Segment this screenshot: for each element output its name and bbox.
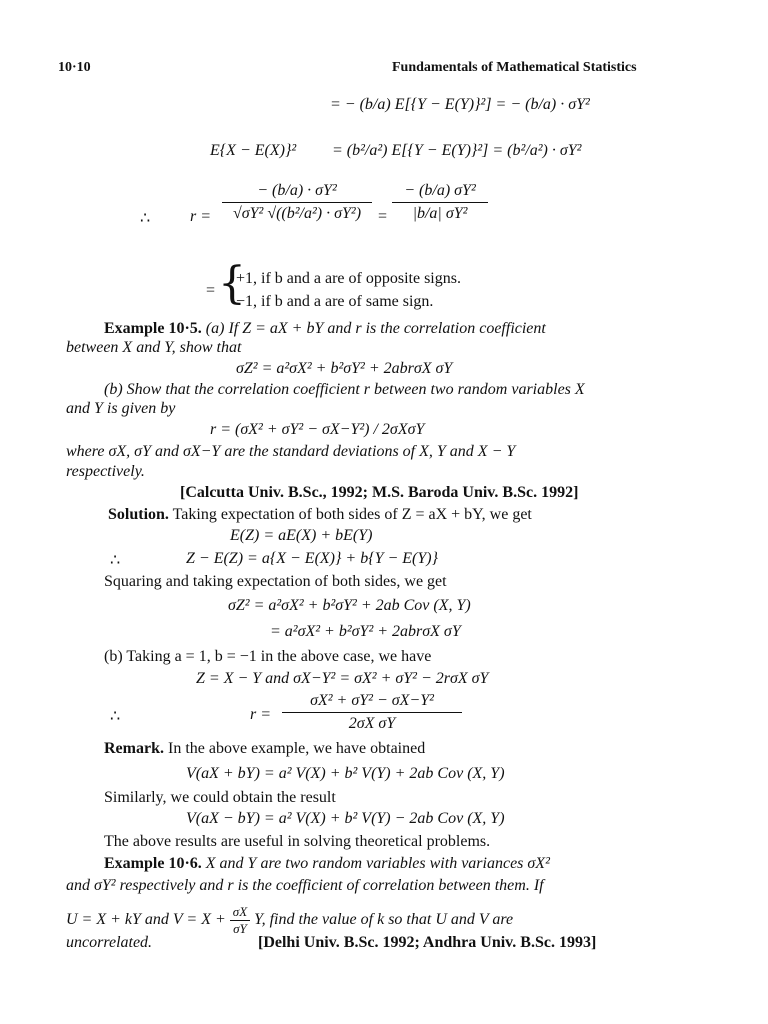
example-10-5-part-b: (b) Show that the correlation coefficient r between two random variables X — [104, 381, 585, 398]
equation-sigma-z: σZ² = a²σX² + b²σY² + 2abrσX σY — [236, 360, 453, 377]
equation-r-formula: r = (σX² + σY² − σX−Y²) / 2σXσY — [210, 421, 425, 438]
remark-line — [104, 740, 425, 758]
equation-ez: E(Z) = aE(X) + bE(Y) — [230, 527, 373, 544]
fraction-1-numerator: − (b/a) · σY² — [222, 182, 372, 203]
fraction-r-denominator: 2σX σY — [348, 715, 396, 732]
equation-line-2-rhs: = (b²/a²) E[{Y − E(Y)}²] = (b²/a²) · σY² — [332, 142, 582, 159]
example-10-6-text-3a: U = X + kY and V = X + — [66, 911, 226, 929]
therefore-symbol-2: ∴ — [110, 552, 121, 569]
r-equals: r = — [190, 208, 212, 225]
part-b-text: (b) Taking a = 1, b = −1 in the above case, we have — [104, 648, 432, 665]
case-opposite-signs: +1, if b and a are of opposite signs. — [236, 270, 461, 287]
solution-intro-line — [108, 506, 532, 524]
example-10-6-text-4: uncorrelated. — [66, 934, 153, 951]
equation-z-x-minus-y: Z = X − Y and σX−Y² = σX² + σY² − 2rσX σY — [196, 670, 489, 687]
example-10-5-part-a: (a) If Z = aX + bY and r is the correlation coefficient — [205, 320, 546, 337]
example-10-5-label: Example 10·5. — [104, 320, 202, 337]
fraction-r — [282, 692, 462, 733]
r-equals-2: r = — [250, 706, 272, 723]
example-10-6-text-2: and σY² respectively and r is the coefficient of correlation between them. If — [66, 877, 544, 894]
solution-label: Solution. — [108, 506, 169, 523]
solution-intro: Taking expectation of both sides of Z = aX + bY, we get — [172, 506, 532, 523]
case-same-sign: −1, if b and a are of same sign. — [236, 293, 434, 310]
fraction-1-denominator: √σY² √((b²/a²) · σY²) — [232, 205, 362, 222]
therefore-symbol: ∴ — [140, 210, 151, 227]
fraction-2-denominator: |b/a| σY² — [412, 205, 468, 222]
example-10-6-label: Example 10·6. — [104, 855, 202, 872]
example-10-6-text-1: X and Y are two random variables with variances σX² — [205, 855, 550, 872]
fraction-1 — [222, 182, 372, 223]
squaring-text: Squaring and taking expectation of both sides, we get — [104, 573, 447, 590]
example-10-6-line-3 — [66, 904, 513, 937]
example-10-5 — [104, 320, 546, 338]
fraction-r-numerator: σX² + σY² − σX−Y² — [282, 692, 462, 713]
equals-sign: = — [378, 208, 388, 225]
left-brace: { — [218, 258, 246, 309]
example-10-5-part-b-cont: and Y is given by — [66, 400, 176, 417]
equation-sigma-z-r: = a²σX² + b²σY² + 2abrσX σY — [270, 623, 461, 640]
respectively-text: respectively. — [66, 463, 145, 480]
example-10-6-line-1 — [104, 855, 550, 873]
running-title: Fundamentals of Mathematical Statistics — [392, 60, 637, 75]
useful-text: The above results are useful in solving theoretical problems. — [104, 833, 491, 850]
equation-line-2-lhs: E{X − E(X)}² — [210, 142, 297, 159]
fraction-2-numerator: − (b/a) σY² — [392, 182, 488, 203]
citation-10-5: [Calcutta Univ. B.Sc., 1992; M.S. Baroda Univ. B.Sc. 1992] — [180, 484, 579, 501]
equation-line-1: = − (b/a) E[{Y − E(Y)}²] = − (b/a) · σY² — [330, 96, 590, 113]
remark-label: Remark. — [104, 740, 164, 757]
sigma-ratio-numerator: σX — [230, 904, 250, 921]
equation-z-minus-ez: Z − E(Z) = a{X − E(X)} + b{Y − E(Y)} — [186, 550, 439, 567]
equals-sign-cases: = — [206, 282, 216, 299]
example-10-6-text-3b: Y, find the value of k so that U and V are — [254, 911, 514, 929]
equation-variance-sum: V(aX + bY) = a² V(X) + b² V(Y) + 2ab Cov (X, Y) — [186, 765, 505, 782]
citation-10-6: [Delhi Univ. B.Sc. 1992; Andhra Univ. B.Sc. 1993] — [258, 934, 597, 951]
sigma-ratio-fraction — [230, 904, 250, 937]
remark-text: In the above example, we have obtained — [167, 740, 426, 757]
equation-sigma-z-cov: σZ² = a²σX² + b²σY² + 2ab Cov (X, Y) — [228, 597, 471, 614]
page-number: 10·10 — [58, 60, 91, 75]
fraction-2 — [392, 182, 488, 223]
sigma-ratio-denominator: σY — [233, 921, 247, 936]
example-10-5-part-a-cont: between X and Y, show that — [66, 339, 242, 356]
similarly-text: Similarly, we could obtain the result — [104, 789, 336, 806]
equation-variance-diff: V(aX − bY) = a² V(X) + b² V(Y) − 2ab Cov (X, Y) — [186, 810, 505, 827]
therefore-symbol-3: ∴ — [110, 708, 121, 725]
where-statement: where σX, σY and σX−Y are the standard deviations of X, Y and X − Y — [66, 443, 516, 460]
